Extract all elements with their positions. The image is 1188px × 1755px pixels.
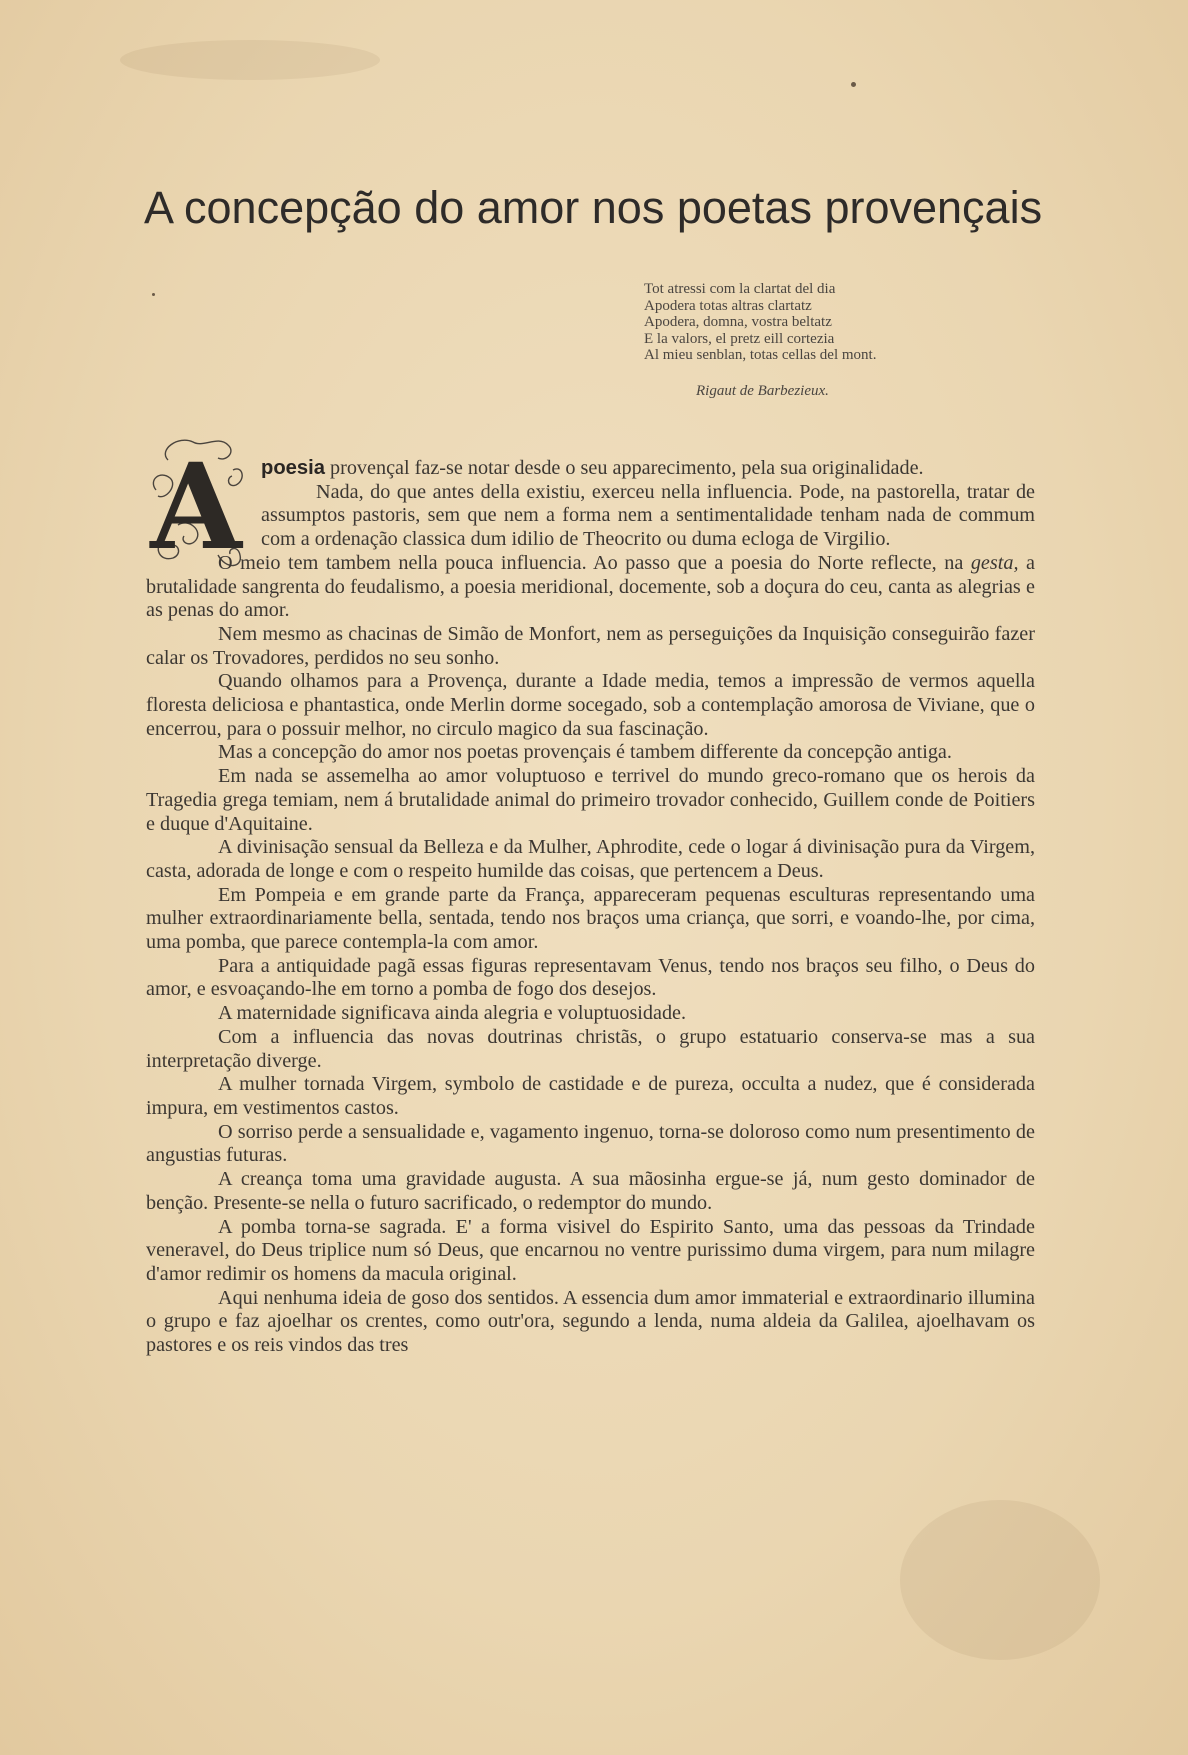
paragraph: A divinisação sensual da Belleza e da Mulher, Aphrodite, cede o logar á divinisação pura da Virgem, casta, adorada de longe e com o respeito humilde das coisas, que pertencem a Deus.: [146, 836, 1035, 882]
paragraph-text: Nada, do que antes della existiu, exerceu nella influencia. Pode, na pastorella, tratar de assumptos pastoris, sem que nem a forma nem a sentimentalidade tenham nada de commum com a ordenação classica dum idilio de Theocrito ou duma ecloga de Virgilio.: [261, 480, 1035, 551]
epigraph-verse: Apodera, domna, vostra beltatz: [644, 314, 832, 330]
article-body: [146, 457, 1035, 1358]
lead-word: poesia: [261, 457, 325, 479]
paper-stain: [120, 40, 380, 80]
paragraph: O sorriso perde a sensualidade e, vagamento ingenuo, torna-se doloroso como num presentimento de angustias futuras.: [146, 1120, 1035, 1167]
paper-stain: [900, 1500, 1100, 1660]
paragraph-text: a brutalidade sangrenta do feudalismo, a poesia meridional, docemente, sob a doçura do ceu, canta as alegrias e as penas do amor.: [146, 551, 1035, 622]
epigraph: [644, 281, 1024, 364]
paragraph: Quando olhamos para a Provença, durante a Idade media, temos a impressão de vermos aquella floresta deliciosa e phantastica, onde Merlin dorme socegado, sob a contemplação amorosa de Viviane, que o encerrou, para o possuir melhor, no circulo magico da sua fascinação.: [146, 670, 1035, 740]
article-title: A concepção do amor nos poetas provençais: [144, 182, 1043, 233]
paragraph: A pomba torna-se sagrada. E' a forma visivel do Espirito Santo, uma das pessoas da Trindade veneravel, do Deus triplice num só Deus, que encarnou no ventre purissimo duma virgem, para num milagre d'amor redimir os homens da macula original.: [146, 1215, 1035, 1285]
paragraph: [146, 552, 1035, 623]
paragraph: Em nada se assemelha ao amor voluptuoso e terrivel do mundo greco-romano que os herois da Tragedia grega temiam, nem á brutalidade animal do primeiro trovador conhecido, Guillem conde de Poitiers e duque d'Aquitaine.: [146, 765, 1035, 835]
paragraph: Nem mesmo as chacinas de Simão de Monfort, nem as perseguições da Inquisição conseguirão fazer calar os Trovadores, perdidos no seu sonho.: [146, 622, 1035, 669]
paragraph: A maternidade significava ainda alegria e voluptuosidade.: [218, 1002, 687, 1025]
paragraph: Aqui nenhuma ideia de goso dos sentidos. A essencia dum amor immaterial e extraordinario illumina o grupo e faz ajoelhar os crentes, como outr'ora, segundo a lenda, numa aldeia da Galilea, ajoelhavam os pastores e os reis vindos das tres: [146, 1286, 1035, 1357]
paragraph: [146, 457, 1035, 481]
paragraph: A creança toma uma gravidade augusta. A sua mãosinha ergue-se já, num gesto dominador de benção. Presente-se nella o futuro sacrificado, o redemptor do mundo.: [146, 1168, 1035, 1214]
paragraph: Em Pompeia e em grande parte da França, appareceram pequenas esculturas representando uma mulher extraordinariamente bella, sentada, tendo nos braços uma criança, que sorri, e voando-lhe, por cima, uma pomba, que parece contempla-la com amor.: [146, 883, 1035, 954]
paragraph: Mas a concepção do amor nos poetas provençais é tambem differente da concepção antiga.: [218, 741, 952, 764]
dropcap-letter: A: [150, 437, 242, 576]
ink-speck: [152, 293, 155, 296]
epigraph-verse: Al mieu senblan, totas cellas del mont.: [644, 347, 877, 363]
epigraph-verse: Tot atressi com la clartat del dia: [644, 281, 836, 297]
paragraph: A mulher tornada Virgem, symbolo de castidade e de pureza, occulta a nudez, que é considerada impura, em vestimentos castos.: [146, 1073, 1035, 1119]
ink-speck: [851, 82, 856, 87]
paragraph-text: O meio tem tambem nella pouca influencia. Ao passo que a poesia do Norte reflecte, na: [218, 551, 971, 574]
epigraph-verse: Apodera totas altras clartatz: [644, 297, 812, 314]
epigraph-attribution: Rigaut de Barbezieux.: [696, 383, 829, 399]
paragraph-text: provençal faz-se notar desde o seu apparecimento, pela sua originalidade.: [324, 457, 924, 479]
epigraph-verse: E la valors, el pretz eill cortezia: [644, 330, 835, 347]
paragraph: Para a antiquidade pagã essas figuras representavam Venus, tendo nos braços seu filho, o Deus do amor, e esvoaçando-lhe em torno a pomba de fogo dos desejos.: [146, 954, 1035, 1001]
paragraph: [146, 481, 1035, 552]
paragraph: Com a influencia das novas doutrinas christãs, o grupo estatuario conserva-se mas a sua interpretação diverge.: [146, 1025, 1035, 1072]
emphasis-gesta: gesta,: [970, 551, 1019, 574]
